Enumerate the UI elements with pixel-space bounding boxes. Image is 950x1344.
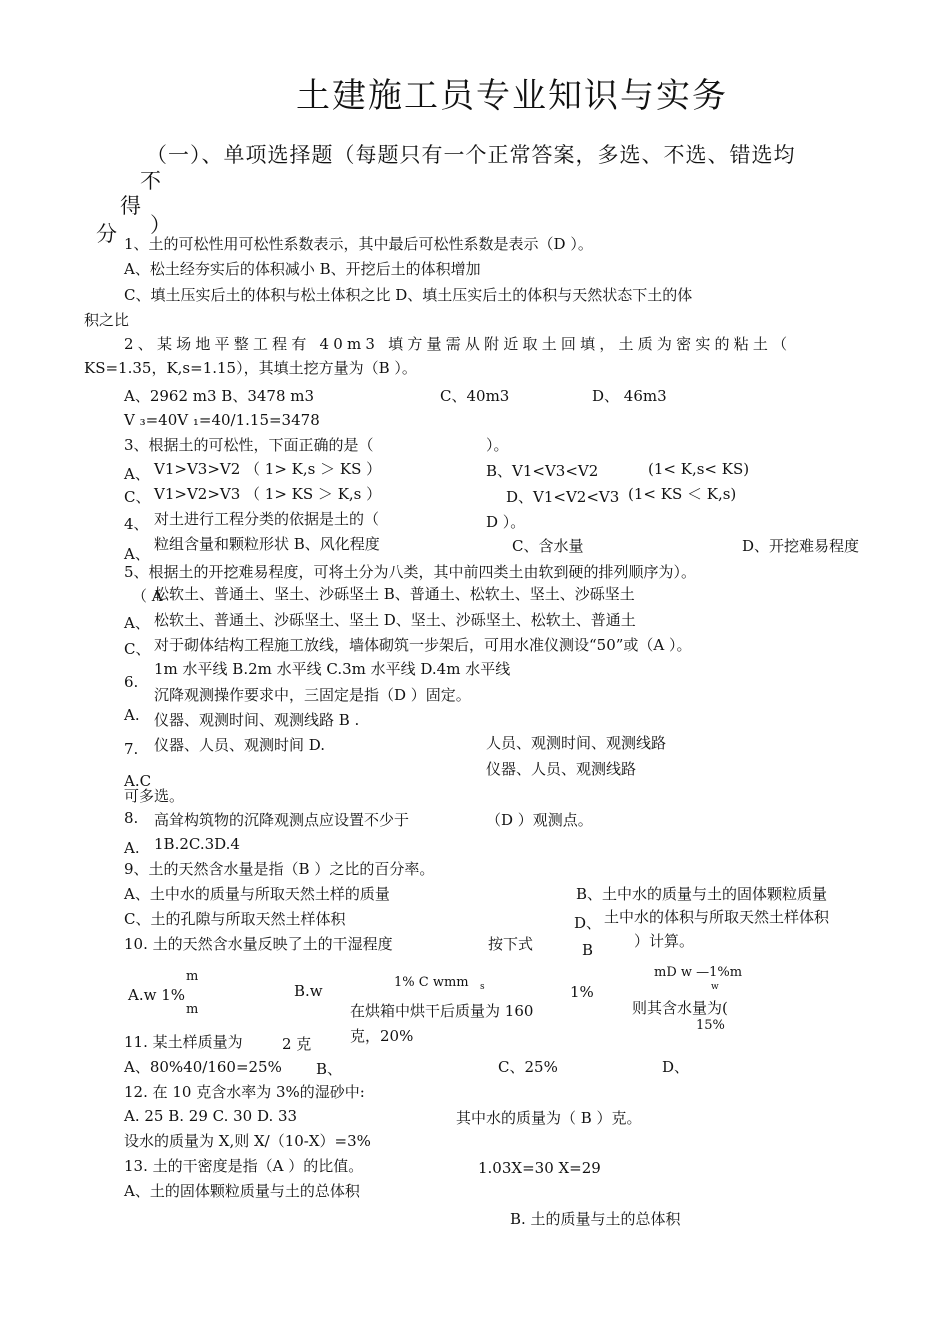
question-7-stem: 沉降观测操作要求中，三固定是指（D ）固定。 bbox=[154, 686, 471, 704]
question-3-stem-close: ）。 bbox=[486, 436, 509, 454]
question-9-option-a: A、土中水的质量与所取天然土样的质量 bbox=[124, 885, 390, 903]
question-9-option-b: B、土中水的质量与土的固体颗粒质量 bbox=[576, 885, 828, 903]
question-5-stem: 5、根据土的开挖难易程度，可将土分为八类，其中前四类土由软到硬的排列顺序为）。 bbox=[124, 563, 697, 581]
question-3-option-a-label: A、 bbox=[124, 465, 150, 483]
formula-a: A.w 1% bbox=[128, 986, 186, 1004]
formula-percent: 1% bbox=[570, 983, 594, 1001]
question-3-option-b: B、V1<V3<V2 bbox=[486, 462, 599, 480]
question-4-option-d: D、开挖难易程度 bbox=[742, 537, 860, 555]
formula-c: 1% C wmm bbox=[394, 975, 469, 990]
question-13-stem: 13. 土的干密度是指（A ）的比值。 bbox=[124, 1157, 364, 1175]
question-11-oven-text: 在烘箱中烘干后质量为 160 bbox=[350, 1002, 534, 1020]
question-3-option-d-note: (1< KS ＜ K,s) bbox=[628, 485, 737, 503]
question-6-number: 6. bbox=[124, 673, 139, 691]
question-5-options-ab: 松软土、普通土、坚土、沙砾坚土 B、普通土、松软土、坚土、沙砾坚土 bbox=[154, 585, 635, 603]
question-3-stem: 3、根据土的可松性，下面正确的是（ bbox=[124, 436, 374, 454]
question-8-stem: 高耸构筑物的沉降观测点应设置不少于 bbox=[154, 811, 410, 829]
question-12-options: A. 25 B. 29 C. 30 D. 33 bbox=[124, 1107, 298, 1125]
question-4-option-a-label: A、 bbox=[124, 545, 150, 563]
question-10-stem-mid: 按下式 bbox=[488, 935, 534, 953]
question-11-option-a: A、80%40/160=25% bbox=[124, 1058, 282, 1076]
question-12-stem: 12. 在 10 克含水率为 3%的湿砂中: bbox=[124, 1083, 365, 1101]
question-11-option-c: C、25% bbox=[498, 1058, 558, 1076]
question-1-stem: 1、土的可松性用可松性系数表示，其中最后可松性系数是表示（D ）。 bbox=[124, 235, 593, 253]
formula-d-subscript: w bbox=[711, 982, 719, 992]
question-13-calculation: 1.03X=30 X=29 bbox=[478, 1159, 601, 1177]
question-1-options-ab: A、松土经夯实后的体积减小 B、开挖后土的体积增加 bbox=[124, 260, 481, 278]
question-7-option-b-text: 人员、观测时间、观测线路 bbox=[486, 734, 667, 752]
formula-d: mD w —1%m bbox=[654, 965, 743, 980]
question-2-option-d: D、 46m3 bbox=[592, 387, 667, 405]
question-11-stem-mass: 2 克 bbox=[282, 1035, 312, 1053]
question-11-option-d: D、 bbox=[662, 1058, 690, 1076]
question-7-option-d-text: 仪器、人员、观测线路 bbox=[486, 760, 637, 778]
question-2-options-ab: A、2962 m3 B、3478 m3 bbox=[124, 387, 315, 405]
question-2-option-c: C、40m3 bbox=[440, 387, 510, 405]
section-heading: （一）、单项选择题（每题只有一个正常答案，多选、不选、错选均 bbox=[146, 143, 796, 167]
question-4-stem: 对土进行工程分类的依据是土的（ bbox=[154, 510, 380, 528]
question-4-number: 4、 bbox=[124, 515, 149, 533]
question-10-stem-end: ）计算。 bbox=[634, 932, 695, 950]
question-4-answer: D ）。 bbox=[486, 513, 526, 531]
section-heading-char: 不 bbox=[140, 169, 162, 193]
question-8-number: 8. bbox=[124, 809, 139, 827]
question-11-percent: 15% bbox=[696, 1018, 725, 1033]
question-1-options-cd: C、填土压实后土的体积与松土体积之比 D、填土压实后土的体积与天然状态下土的体 bbox=[124, 286, 693, 304]
question-11-stem: 11. 某土样质量为 bbox=[124, 1033, 243, 1051]
question-8-answer: （D ）观测点。 bbox=[486, 811, 593, 829]
question-12-stem-right: 其中水的质量为（ B ）克。 bbox=[456, 1109, 642, 1127]
document-title: 土建施工员专业知识与实务 bbox=[296, 76, 728, 116]
formula-a-numerator: m bbox=[186, 969, 199, 984]
question-5-options-cd: 松软土、普通土、沙砾坚土、坚土 D、坚土、沙砾坚土、松软土、普通土 bbox=[154, 611, 636, 629]
question-9-stem: 9、土的天然含水量是指（B ）之比的百分率。 bbox=[124, 860, 435, 878]
question-9-option-d: 土中水的体积与所取天然土样体积 bbox=[604, 908, 830, 926]
question-6-stem: 对于砌体结构工程施工放线，墙体砌筑一步架后，可用水准仪测设“50”或（A ）。 bbox=[154, 636, 692, 654]
question-3-option-a: V1>V3>V2 （ 1> K,s ＞ KS ） bbox=[154, 460, 382, 478]
question-12-calculation: 设水的质量为 X,则 X/（10-X）=3% bbox=[124, 1132, 371, 1150]
question-10-stem: 10. 土的天然含水量反映了土的干湿程度 bbox=[124, 935, 393, 953]
question-9-option-c: C、土的孔隙与所取天然土样体积 bbox=[124, 910, 346, 928]
question-6-option-a-label: A. bbox=[124, 706, 140, 724]
question-3-option-c-label: C、 bbox=[124, 488, 151, 506]
section-heading-close: ） bbox=[150, 213, 172, 237]
question-9-option-d-label: D、 bbox=[574, 914, 602, 932]
section-heading-char: 分 bbox=[96, 222, 118, 246]
formula-c-subscript: s bbox=[480, 982, 485, 992]
question-1-continuation: 积之比 bbox=[84, 311, 130, 329]
question-5-option-a-label: A、 bbox=[124, 614, 150, 632]
question-2-calculation: V ₃=40V ₁=40/1.15=3478 bbox=[124, 411, 320, 429]
question-8-option-a-label: A. bbox=[124, 839, 140, 857]
question-2-stem-2: KS=1.35，K,s=1.15），其填土挖方量为（B ）。 bbox=[84, 359, 417, 377]
section-heading-char: 得 bbox=[120, 194, 142, 218]
question-8-options: 1B.2C.3D.4 bbox=[154, 835, 240, 853]
question-7-option-c: 仪器、人员、观测时间 D. bbox=[154, 736, 326, 754]
question-11-moisture-text: 则其含水量为( bbox=[632, 999, 728, 1017]
question-4-option-c: C、含水量 bbox=[512, 537, 584, 555]
question-11-option-b: B、 bbox=[316, 1060, 343, 1078]
question-3-option-b-note: (1< K,s< KS) bbox=[648, 460, 750, 478]
question-2-stem: 2、某场地平整工程有 40m3 填方量需从附近取土回填，土质为密实的粘土（ bbox=[124, 335, 792, 353]
formula-a-denominator: m bbox=[186, 1002, 199, 1017]
question-3-option-d: D、V1<V2<V3 bbox=[506, 488, 620, 506]
question-5-paren: （ A bbox=[132, 587, 163, 605]
question-3-option-c: V1>V2>V3 （ 1> KS ＞ K,s ） bbox=[154, 485, 382, 503]
question-7-answer: A.C bbox=[124, 772, 152, 790]
question-4-options-ab: 粒组含量和颗粒形状 B、风化程度 bbox=[154, 535, 380, 553]
question-11-oven-text-2: 克，20% bbox=[350, 1027, 414, 1045]
question-7-option-a: 仪器、观测时间、观测线路 B . bbox=[154, 711, 360, 729]
question-7-number: 7. bbox=[124, 740, 139, 758]
question-6-options: 1m 水平线 B.2m 水平线 C.3m 水平线 D.4m 水平线 bbox=[154, 660, 511, 678]
question-5-option-c-label: C、 bbox=[124, 640, 151, 658]
formula-b: B.w bbox=[294, 982, 323, 1000]
question-13-option-a: A、土的固体颗粒质量与土的总体积 bbox=[124, 1182, 360, 1200]
question-13-option-b: B. 土的质量与土的总体积 bbox=[510, 1210, 681, 1228]
question-7-multi-note: 可多选。 bbox=[124, 787, 185, 805]
question-10-answer: B bbox=[582, 941, 594, 959]
